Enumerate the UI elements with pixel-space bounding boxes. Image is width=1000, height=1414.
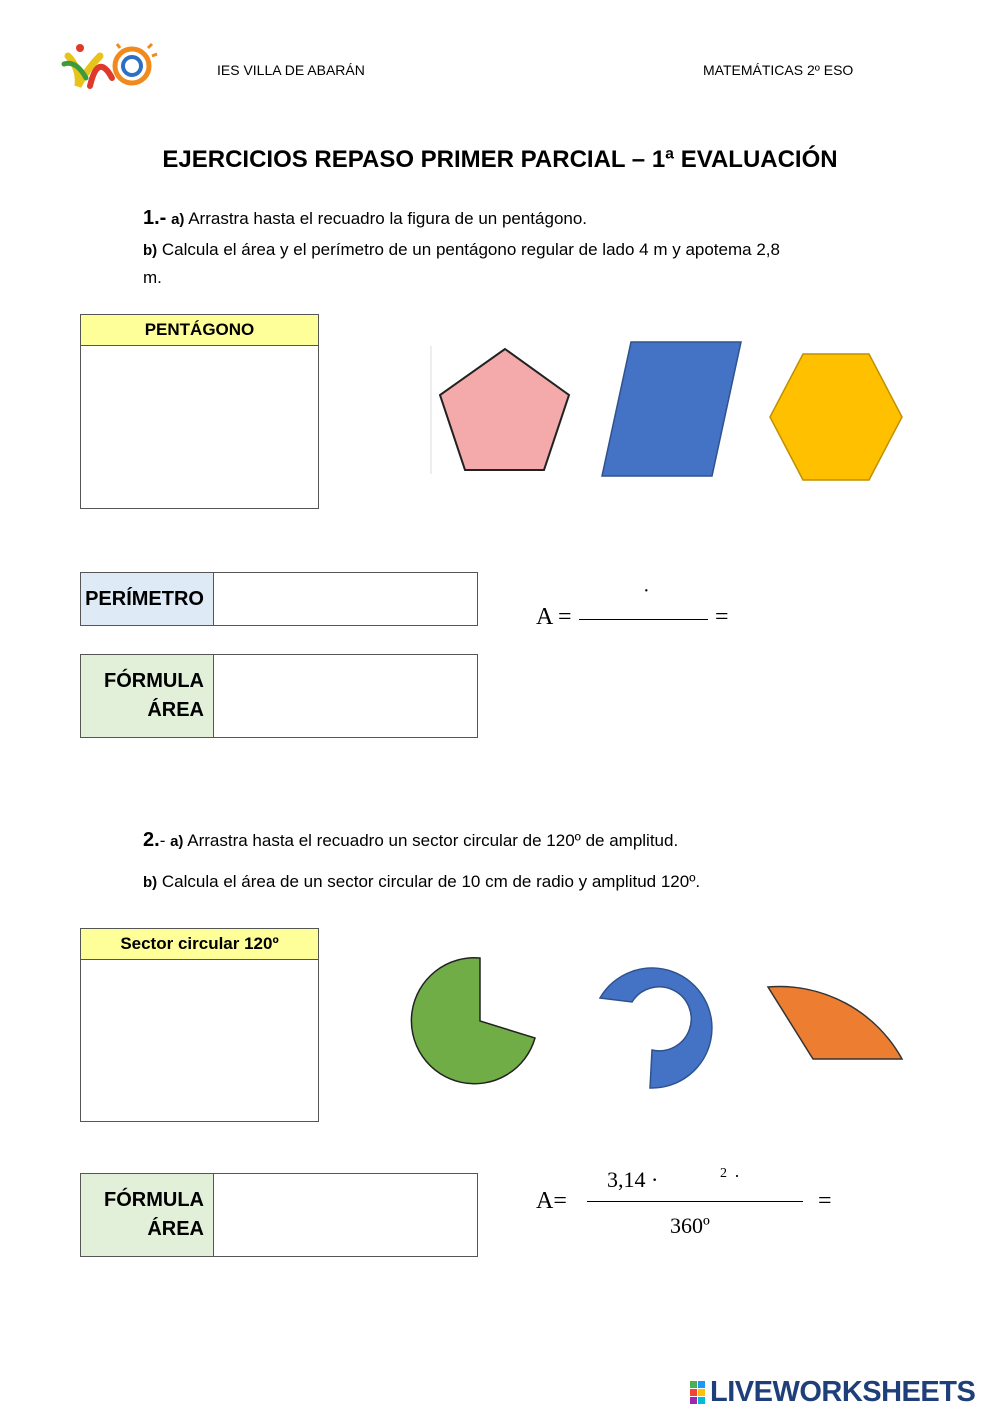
q2-area-prefix: A= bbox=[536, 1188, 567, 1214]
pentagon-drop-title: PENTÁGONO bbox=[81, 315, 318, 346]
q1-formula-input[interactable] bbox=[214, 655, 477, 737]
q1-b-label: b) bbox=[143, 242, 158, 259]
q2-a-label: a) bbox=[170, 833, 184, 850]
q1-b-text-cont: m. bbox=[143, 268, 162, 287]
q2-a-text: Arrastra hasta el recuadro un sector circular de 120º de amplitud. bbox=[187, 831, 679, 850]
q2-formula-row bbox=[80, 1173, 478, 1257]
q2-denominator: 360º bbox=[670, 1213, 710, 1238]
q1-formula-row bbox=[80, 654, 478, 738]
q1-formula-label-2: ÁREA bbox=[147, 699, 204, 721]
perimetro-label: PERÍMETRO bbox=[81, 573, 214, 625]
q2-area-equals: = bbox=[818, 1188, 832, 1214]
liveworksheets-logo bbox=[690, 1376, 990, 1408]
q1-area-dot: · bbox=[643, 580, 650, 602]
q1-formula-label-1: FÓRMULA bbox=[104, 670, 204, 692]
q1-area-prefix: A = bbox=[536, 604, 572, 630]
q1-fraction-line bbox=[579, 619, 708, 620]
perimetro-input[interactable] bbox=[214, 573, 477, 625]
q1-shapes bbox=[430, 338, 910, 488]
school-logo bbox=[60, 38, 160, 96]
liveworksheets-text: LIVEWORKSHEETS bbox=[710, 1375, 976, 1408]
orange-sector-shape[interactable] bbox=[768, 987, 902, 1059]
liveworksheets-icon bbox=[690, 1381, 705, 1404]
q1-area-equals: = bbox=[715, 604, 729, 630]
sector-drop-zone[interactable] bbox=[80, 928, 319, 1122]
blue-ring-shape[interactable] bbox=[600, 968, 712, 1088]
perimetro-row bbox=[80, 572, 478, 626]
q2-formula-label-1: FÓRMULA bbox=[104, 1189, 204, 1211]
q2-number: 2. bbox=[143, 829, 160, 851]
q2-fraction-line bbox=[587, 1201, 803, 1202]
q1-a-label: a) bbox=[171, 211, 185, 228]
q2-part-b bbox=[143, 872, 700, 892]
q1-a-text: Arrastra hasta el recuadro la figura de un pentágono. bbox=[188, 209, 588, 228]
pentagon-drop-zone[interactable] bbox=[80, 314, 319, 509]
q1-formula-label bbox=[81, 655, 214, 737]
green-sector-shape[interactable] bbox=[411, 958, 535, 1084]
subject-name: MATEMÁTICAS 2º ESO bbox=[703, 62, 854, 78]
q2-number-dash: - bbox=[159, 831, 166, 850]
q1-part-b bbox=[143, 240, 780, 260]
q2-formula-input[interactable] bbox=[214, 1174, 477, 1256]
q2-formula-label-2: ÁREA bbox=[147, 1218, 204, 1240]
q2-b-label: b) bbox=[143, 874, 158, 891]
parallelogram-shape[interactable] bbox=[602, 342, 741, 476]
q2-numerator: 3,14 · bbox=[607, 1167, 659, 1192]
q2-numerator-dot: · bbox=[734, 1166, 740, 1186]
q2-superscript: 2 bbox=[720, 1166, 727, 1181]
q2-b-text: Calcula el área de un sector circular de 10 cm de radio y amplitud 120º. bbox=[161, 872, 701, 891]
school-name: IES VILLA DE ABARÁN bbox=[217, 62, 365, 78]
q1-b-text: Calcula el área y el perímetro de un pentágono regular de lado 4 m y apotema 2,8 bbox=[161, 240, 780, 259]
q2-formula-label bbox=[81, 1174, 214, 1256]
page-title: EJERCICIOS REPASO PRIMER PARCIAL – 1ª EVALUACIÓN bbox=[162, 146, 838, 173]
sector-drop-title: Sector circular 120º bbox=[81, 929, 318, 960]
q2-part-a bbox=[143, 829, 678, 852]
q1-number: 1.- bbox=[143, 207, 167, 229]
hexagon-shape[interactable] bbox=[770, 354, 902, 480]
pentagon-shape[interactable] bbox=[440, 349, 569, 470]
q1-part-a bbox=[143, 207, 587, 230]
q2-shapes bbox=[410, 950, 910, 1095]
